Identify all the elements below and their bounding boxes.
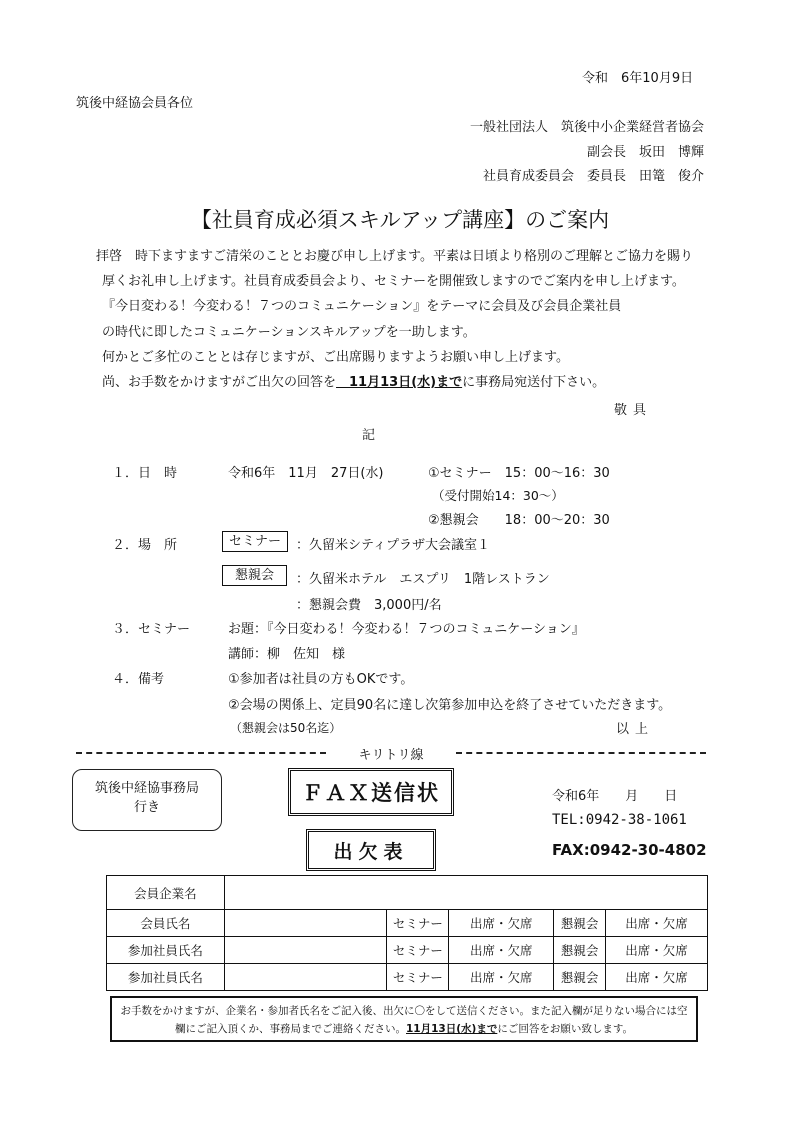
item1-reception: （受付開始14：30～） — [432, 488, 564, 503]
footer-note — [110, 996, 698, 1042]
closing: 敬具 — [614, 403, 653, 418]
item2-label: ２．場 所 — [112, 538, 178, 553]
company-label: 会員企業名 — [107, 876, 225, 910]
destination-box — [72, 769, 222, 831]
letter-body — [88, 244, 693, 395]
row-label: 参加社員氏名 — [107, 937, 225, 964]
body-line: 拝啓 時下ますますご清栄のこととお慶び申し上げます。平素は日頃より格別のご理解とご協力を賜り — [96, 249, 693, 264]
body-line: の時代に即したコミュニケーションスキルアップを一助します。 — [102, 324, 476, 340]
note-text: 欄にご記入頂くか、事務局までご連絡ください。 — [175, 1023, 406, 1035]
deadline: 11月13日(水)まで — [336, 375, 463, 391]
seminar-attendance[interactable]: 出席・欠席 — [449, 964, 554, 991]
end-mark: 以上 — [616, 722, 655, 737]
table-row — [107, 910, 708, 937]
company-input[interactable] — [224, 876, 707, 910]
recipient: 筑後中経協会員各位 — [76, 96, 194, 111]
party-venue: ：久留米ホテル エスプリ 1階レストラン — [296, 572, 550, 587]
body-text: に事務局宛送付下さい。 — [462, 375, 606, 391]
party-label: 懇親会 — [554, 964, 606, 991]
sender-committee: 社員育成委員会 委員長 田篭 俊介 — [482, 169, 704, 184]
document-date: 令和 6年10月9日 — [582, 71, 694, 86]
destination-line: 筑後中経協事務局 — [94, 781, 199, 796]
party-label: 懇親会 — [554, 937, 606, 964]
item4-note1: ①参加者は社員の方もOKです。 — [228, 672, 414, 687]
seminar-venue: ：久留米シティプラザ大会議室１ — [296, 538, 490, 553]
sender-vp: 副会長 坂田 博輝 — [586, 144, 704, 160]
fax-title: ＦＡＸ送信状 — [288, 768, 454, 816]
item1-date: 令和6年 11月 27日(水) — [228, 466, 384, 481]
ki-mark: 記 — [362, 428, 376, 443]
table-row — [107, 964, 708, 991]
seminar-tag: セミナー — [222, 531, 288, 552]
body-line: 『今日変わる！今変わる！７つのコミュニケーション』をテーマに会員及び会員企業社員 — [102, 299, 622, 315]
party-attendance[interactable]: 出席・欠席 — [606, 910, 708, 937]
attendance-title: 出欠表 — [306, 829, 436, 871]
body-line — [88, 370, 693, 395]
seminar-attendance[interactable]: 出席・欠席 — [449, 937, 554, 964]
cut-line-dash — [76, 752, 326, 754]
name-input[interactable] — [224, 937, 387, 964]
attendance-table — [106, 875, 708, 991]
body-text: 尚、お手数をかけますがご出欠の回答を — [102, 375, 337, 391]
sender-org: 一般社団法人 筑後中小企業経営者協会 — [469, 120, 704, 135]
name-input[interactable] — [224, 964, 387, 991]
page-title: 【社員育成必須スキルアップ講座】のご案内 — [190, 208, 610, 232]
party-fee: ：懇親会費 3,000円/名 — [296, 598, 442, 613]
name-input[interactable] — [224, 910, 387, 937]
note-line: お手数をかけますが、企業名・参加者氏名をご記入後、出欠に〇をして送信ください。また記入欄が足りない場合には空 — [120, 1005, 688, 1017]
party-tag: 懇親会 — [222, 565, 287, 586]
body-line: 厚くお礼申し上げます。社員育成委員会より、セミナーを開催致しますのでご案内を申し上げます。 — [102, 274, 685, 290]
table-row — [107, 876, 708, 910]
item3-lecturer: 講師：柳 佐知 様 — [228, 647, 346, 662]
item1-label: １．日 時 — [112, 466, 178, 481]
item1-seminar: ①セミナー 15：00～16：30 — [428, 466, 610, 481]
item4-label: ４．備考 — [112, 672, 165, 687]
sender-block — [440, 116, 704, 190]
destination-line: 行き — [133, 800, 160, 815]
party-label: 懇親会 — [554, 910, 606, 937]
tel-number: TEL:0942-38-1061 — [552, 812, 687, 828]
item4-note2: ②会場の関係上、定員90名に達し次第参加申込を終了させていただきます。 — [228, 698, 672, 713]
seminar-label: セミナー — [387, 964, 449, 991]
table-row — [107, 937, 708, 964]
seminar-label: セミナー — [387, 910, 449, 937]
item1-party: ②懇親会 18：00～20：30 — [428, 513, 610, 528]
cut-line-dash — [456, 752, 706, 754]
fax-number: FAX:0942-30-4802 — [552, 841, 707, 859]
row-label: 会員氏名 — [107, 910, 225, 937]
party-attendance[interactable]: 出席・欠席 — [606, 937, 708, 964]
note-line — [112, 1020, 696, 1038]
body-line: 何かとご多忙のこととは存じますが、ご出席賜りますようお願い申し上げます。 — [102, 349, 569, 365]
item4-note3: （懇親会は50名迄） — [230, 721, 342, 735]
fax-date: 令和6年 月 日 — [552, 789, 678, 804]
cut-line-label: キリトリ線 — [326, 744, 456, 763]
cut-line — [76, 742, 706, 762]
note-deadline: 11月13日(水)まで — [406, 1023, 498, 1035]
party-attendance[interactable]: 出席・欠席 — [606, 964, 708, 991]
item3-label: ３．セミナー — [112, 622, 191, 637]
seminar-attendance[interactable]: 出席・欠席 — [449, 910, 554, 937]
item3-topic: お題：『今日変わる！今変わる！７つのコミュニケーション』 — [228, 622, 585, 637]
row-label: 参加社員氏名 — [107, 964, 225, 991]
note-text: にご回答をお願い致します。 — [497, 1023, 633, 1035]
seminar-label: セミナー — [387, 937, 449, 964]
